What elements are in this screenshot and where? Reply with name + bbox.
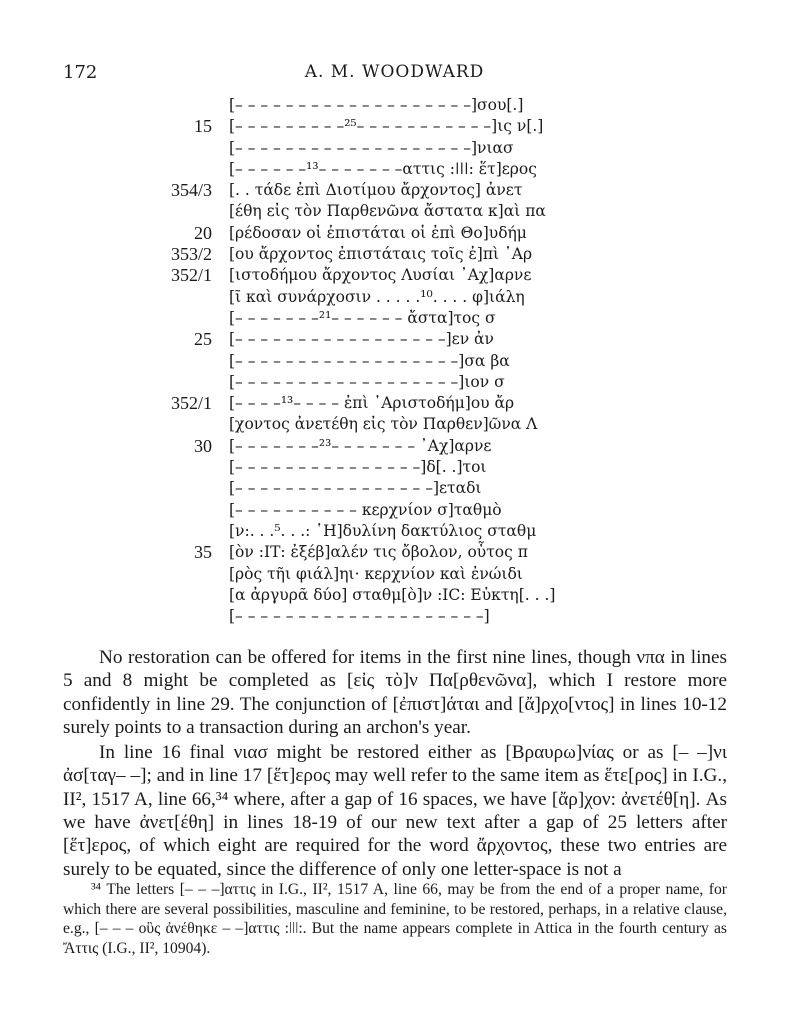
line-text: [ρὸς τῆι φιάλ]ηι· κερχνίον καὶ ἐνώιδι: [229, 564, 523, 583]
line-text: [– – – – – – – – – – κερχνίον σ]ταθμὸ: [229, 500, 502, 519]
line-text: [ου ἄρχοντος ἐπιστάταις τοῖς ἐ]πὶ ᾽Αρ: [229, 245, 533, 264]
inscription-line: [0, 287, 789, 308]
line-text: [– – – – – – – – – – – – – – – –]εταδι: [229, 479, 482, 498]
line-text: [– – – – – – – – –²⁵– – – – – – – – – – –]ις ν[.]: [229, 117, 544, 136]
inscription-line: [0, 308, 789, 329]
line-text: [. . τάδε ἐπὶ Διοτίμου ἄρχοντος] ἀνετ: [229, 181, 523, 200]
line-text: [ιστοδήμου ἄρχοντος Λυσίαι ᾽Αχ]αρνε: [229, 266, 532, 285]
inscription-line: [0, 138, 789, 159]
line-number: 353/2: [170, 244, 212, 265]
line-number: 35: [194, 542, 212, 563]
line-number: 15: [194, 116, 212, 137]
line-text: [α ἀργυρᾶ δύο] σταθμ[ὸ]ν :ΙC: Εὐκτη[. . .]: [229, 585, 556, 604]
inscription-line: [0, 436, 789, 457]
running-head: A. M. WOODWARD: [304, 62, 485, 82]
line-text: [έθη εἰς τὸν Παρθενῶνα ἄστατα κ]αὶ πα: [229, 202, 546, 221]
line-number: 352/1: [170, 393, 212, 414]
page-header: [0, 60, 789, 90]
line-number: 352/1: [170, 265, 212, 286]
paragraph: No restoration can be offered for items in the first nine lines, though νπα in lines 5 and 8 might be completed as [εἰς τὸ]ν Πα[ρθενῶνα], which I restore more confidently in line 29. The conjunction of [ἐπιστ]άται and [ἄ]ρχο[ντος] in lines 10-12 surely points to a transaction during an archon's year.: [63, 647, 727, 738]
inscription-line: [0, 244, 789, 265]
inscription-line: [0, 500, 789, 521]
inscription-line: [0, 201, 789, 222]
inscription-line: [0, 351, 789, 372]
line-number: 25: [194, 329, 212, 350]
commentary-body: [63, 646, 727, 881]
inscription-text: [0, 95, 789, 627]
inscription-line: [0, 606, 789, 627]
line-text: [– – – – – – –²¹– – – – – – ἄστα]τος σ: [229, 308, 496, 327]
line-text: [ῖ καὶ συνάρχοσιν . . . . .¹⁰. . . . φ]ιάλη: [229, 287, 525, 306]
inscription-line: [0, 223, 789, 244]
line-text: [– – – – – – –²³– – – – – – – ᾽Αχ]αρνε: [229, 436, 492, 455]
line-text: [– – – – – – – – – – – – – – – – – – –]σου[.]: [229, 96, 524, 114]
line-text: [– – – –¹³– – – – ἐπὶ ᾽Αριστοδήμ]ου ἄρ: [229, 394, 515, 413]
line-text: [ν:. . .⁵. . .: ῾Η]δυλίνη δακτύλιος σταθμ: [229, 521, 537, 540]
line-text: [– – – – – – – – – – – – – – – – – – –]νιασ: [229, 138, 514, 157]
line-text: [χοντος ἀνετέθη εἰς τὸν Παρθεν]ῶνα Λ: [229, 415, 538, 434]
inscription-line: [0, 329, 789, 350]
line-number: 30: [194, 435, 212, 456]
footnote-34: ³⁴ The letters [– – –]αττις in I.G., II², 1517 A, line 66, may be from the end of a proper name, for which there are several possibilities, masculine and feminine, to be restored, perhaps, in a relative clause, e.g., [– – – οὓς ἀνέθηκε – –]αττις :ǀǀǀ:. But the name appears complete in Attica in the fourth century as Ἄττις (I.G., II², 10904).: [63, 881, 727, 957]
line-text: [– – – – – – – – – – – – – – – – – –]ιον σ: [229, 372, 505, 391]
inscription-line: [0, 159, 789, 180]
line-text: [ὸν :ΙΤ: ἐξέβ]αλέν τις ὄβολον, οὗτος π: [229, 543, 528, 562]
inscription-line: [0, 116, 789, 137]
inscription-line: [0, 585, 789, 606]
inscription-line: [0, 95, 789, 116]
inscription-line: [0, 393, 789, 414]
inscription-line: [0, 372, 789, 393]
inscription-line: [0, 180, 789, 201]
line-number: 20: [194, 222, 212, 243]
inscription-line: [0, 265, 789, 286]
line-text: [– – – – – – – – – – – – – – – – – – – –]: [229, 607, 490, 626]
line-text: [– – – – – –¹³– – – – – – –αττις :ǀǀǀ: ἕτ]ερος: [229, 159, 537, 178]
line-text: [ρέδοσαν οἱ ἐπιστάται οἱ ἐπὶ Θο]υδήμ: [229, 223, 527, 242]
paragraph: In line 16 final νιασ might be restored either as [Βραυρω]νίας or as [– –]νι ἀσ[ταγ– –]; and in line 17 [ἕτ]ερος may well refer to the same item as ἕτε[ρος] in I.G., II², 1517 A, line 66,³⁴ where, after a gap of 16 spaces, we have [ἄρ]χον: ἀνετέθ[η]. As we have ἀνετ[έθη] in lines 18-19 of our new text after a gap of 25 letters after [ἕτ]ερος, of which eight are required for the word ἄρχοντος, these two entries are surely to be equated, since the difference of only one letter-space is not a: [63, 742, 727, 880]
inscription-line: [0, 414, 789, 435]
line-text: [– – – – – – – – – – – – – – – – – –]σα βα: [229, 351, 510, 370]
inscription-line: [0, 564, 789, 585]
line-text: [– – – – – – – – – – – – – – –]δ[. .]τοι: [229, 458, 487, 477]
inscription-line: [0, 542, 789, 563]
inscription-line: [0, 478, 789, 499]
line-text: [– – – – – – – – – – – – – – – – –]εν ἀν: [229, 330, 494, 349]
inscription-line: [0, 521, 789, 542]
inscription-line: [0, 457, 789, 478]
line-number: 354/3: [170, 180, 212, 201]
page-number: 172: [63, 62, 98, 83]
